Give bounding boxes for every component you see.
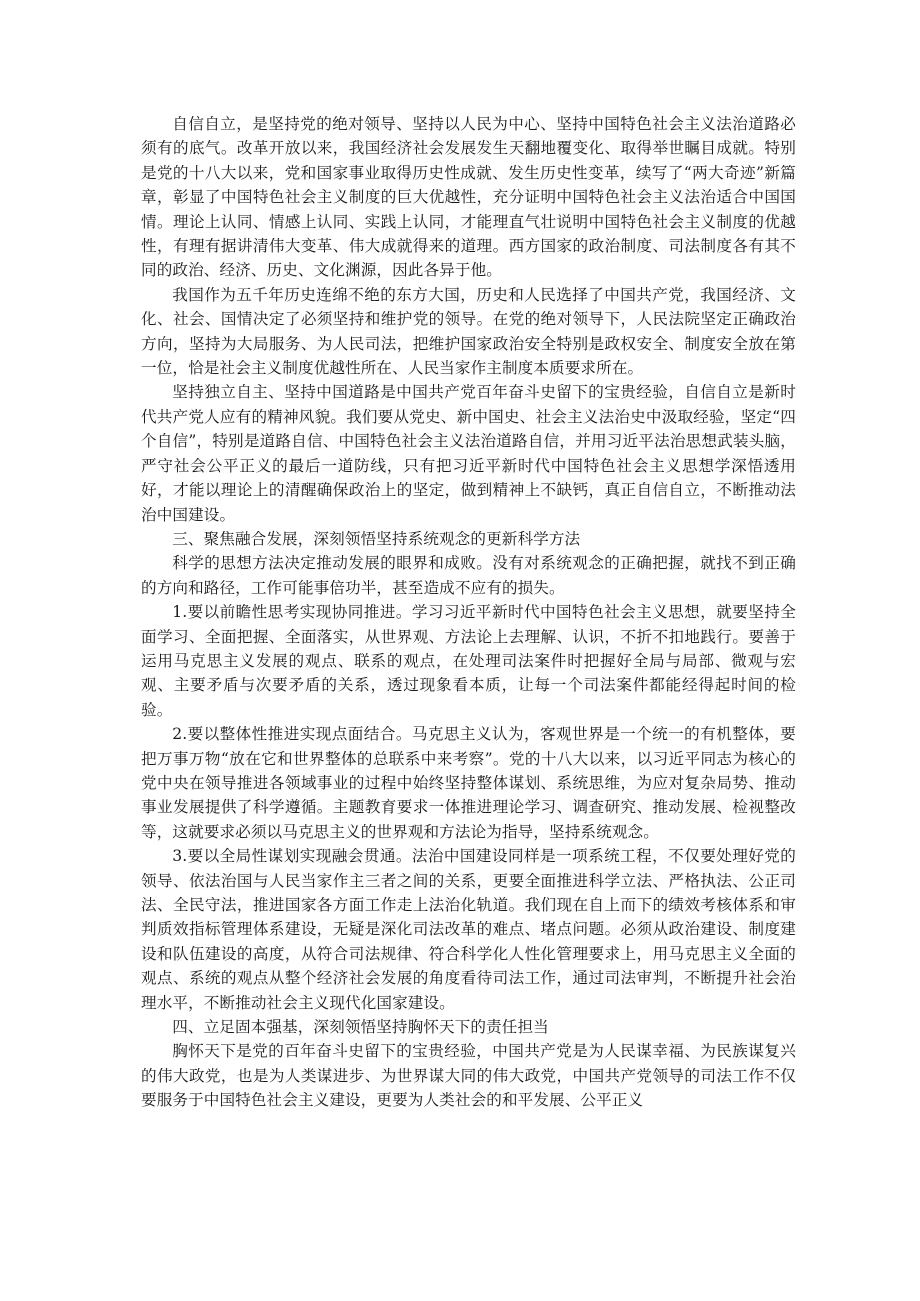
list-item-1: 1.要以前瞻性思考实现协同推进。学习习近平新时代中国特色社会主义思想，就要坚持全面学习、全面把握、全面落实，从世界观、方法论上去理解、认识，不折不扣地践行。要善于运用马克思主义发展的观点、联系的观点，在处理司法案件时把握好全局与局部、微观与宏观、主要矛盾与次要矛盾的关系，透过现象看本质，让每一个司法案件都能经得起时间的检验。 <box>141 603 796 719</box>
section-heading-3: 三、聚焦融合发展，深刻领悟坚持系统观念的更新科学方法 <box>172 529 581 548</box>
list-item-3: 3.要以全局性谋划实现融会贯通。法治中国建设同样是一项系统工程，不仅要处理好党的领导、依法治国与人民当家作主三者之间的关系，更要全面推进科学立法、严格执法、公正司法、全民守法，推进国家各方面工作走上法治化轨道。我们现在自上而下的绩效考核体系和审判质效指标管理体系建设，无疑是深化司法改革的难点、堵点问题。必须从政治建设、制度建设和队伍建设的高度，从符合司法规律、符合科学化人性化管理要求上，用马克思主义全面的观点、系统的观点从整个经济社会发展的角度看待司法工作，通过司法审判，不断提升社会治理水平，不断推动社会主义现代化国家建设。 <box>141 847 796 1012</box>
paragraph-4: 科学的思想方法决定推动发展的眼界和成败。没有对系统观念的正确把握，就找不到正确的方向和路径，工作可能事倍功半，甚至造成不应有的损失。 <box>141 554 796 597</box>
section-heading-4: 四、立足固本强基，深刻领悟坚持胸怀天下的责任担当 <box>172 1018 549 1037</box>
paragraph-3: 坚持独立自主、坚持中国道路是中国共产党百年奋斗史留下的宝贵经验，自信自立是新时代共产党人应有的精神风貌。我们要从党史、新中国史、社会主义法治史中汲取经验，坚定“四个自信”，特别是道路自信、中国特色社会主义法治道路自信，并用习近平法治思想武装头脑，严守社会公平正义的最后一道防线，只有把习近平新时代中国特色社会主义思想学深悟透用好，才能以理论上的清醒确保政治上的坚定，做到精神上不缺钙，真正自信自立，不断推动法治中国建设。 <box>141 383 796 524</box>
document-body <box>141 112 796 1113</box>
paragraph-1: 自信自立，是坚持党的绝对领导、坚持以人民为中心、坚持中国特色社会主义法治道路必须有的底气。改革开放以来，我国经济社会发展发生天翻地覆变化、取得举世瞩目成就。特别是党的十八大以来，党和国家事业取得历史性成就、发生历史性变革，续写了“两大奇迹”新篇章，彰显了中国特色社会主义制度的巨大优越性，充分证明中国特色社会主义法治适合中国国情。理论上认同、情感上认同、实践上认同，才能理直气壮说明中国特色社会主义制度的优越性，有理有据讲清伟大变革、伟大成就得来的道理。西方国家的政治制度、司法制度各有其不同的政治、经济、历史、文化渊源，因此各异于他。 <box>141 115 796 280</box>
paragraph-2: 我国作为五千年历史连绵不绝的东方大国，历史和人民选择了中国共产党，我国经济、文化、社会、国情决定了必须坚持和维护党的领导。在党的绝对领导下，人民法院坚定正确政治方向，坚持为大局服务、为人民司法，把维护国家政治安全特别是政权安全、制度安全放在第一位，恰是社会主义制度优越性所在、人民当家作主制度本质要求所在。 <box>141 285 796 378</box>
paragraph-5: 胸怀天下是党的百年奋斗史留下的宝贵经验，中国共产党是为人民谋幸福、为民族谋复兴的伟大政党，也是为人类谋进步、为世界谋大同的伟大政党，中国共产党领导的司法工作不仅要服务于中国特色社会主义建设，更要为人类社会的和平发展、公平正义 <box>141 1042 796 1110</box>
list-item-2: 2.要以整体性推进实现点面结合。马克思主义认为，客观世界是一个统一的有机整体，要把万事万物“放在它和世界整体的总联系中来考察”。党的十八大以来，以习近平同志为核心的党中央在领导推进各领域事业的过程中始终坚持整体谋划、系统思维，为应对复杂局势、推动事业发展提供了科学遵循。主题教育要求一体推进理论学习、调查研究、推动发展、检视整改等，这就要求必须以马克思主义的世界观和方法论为指导，坚持系统观念。 <box>141 725 796 841</box>
